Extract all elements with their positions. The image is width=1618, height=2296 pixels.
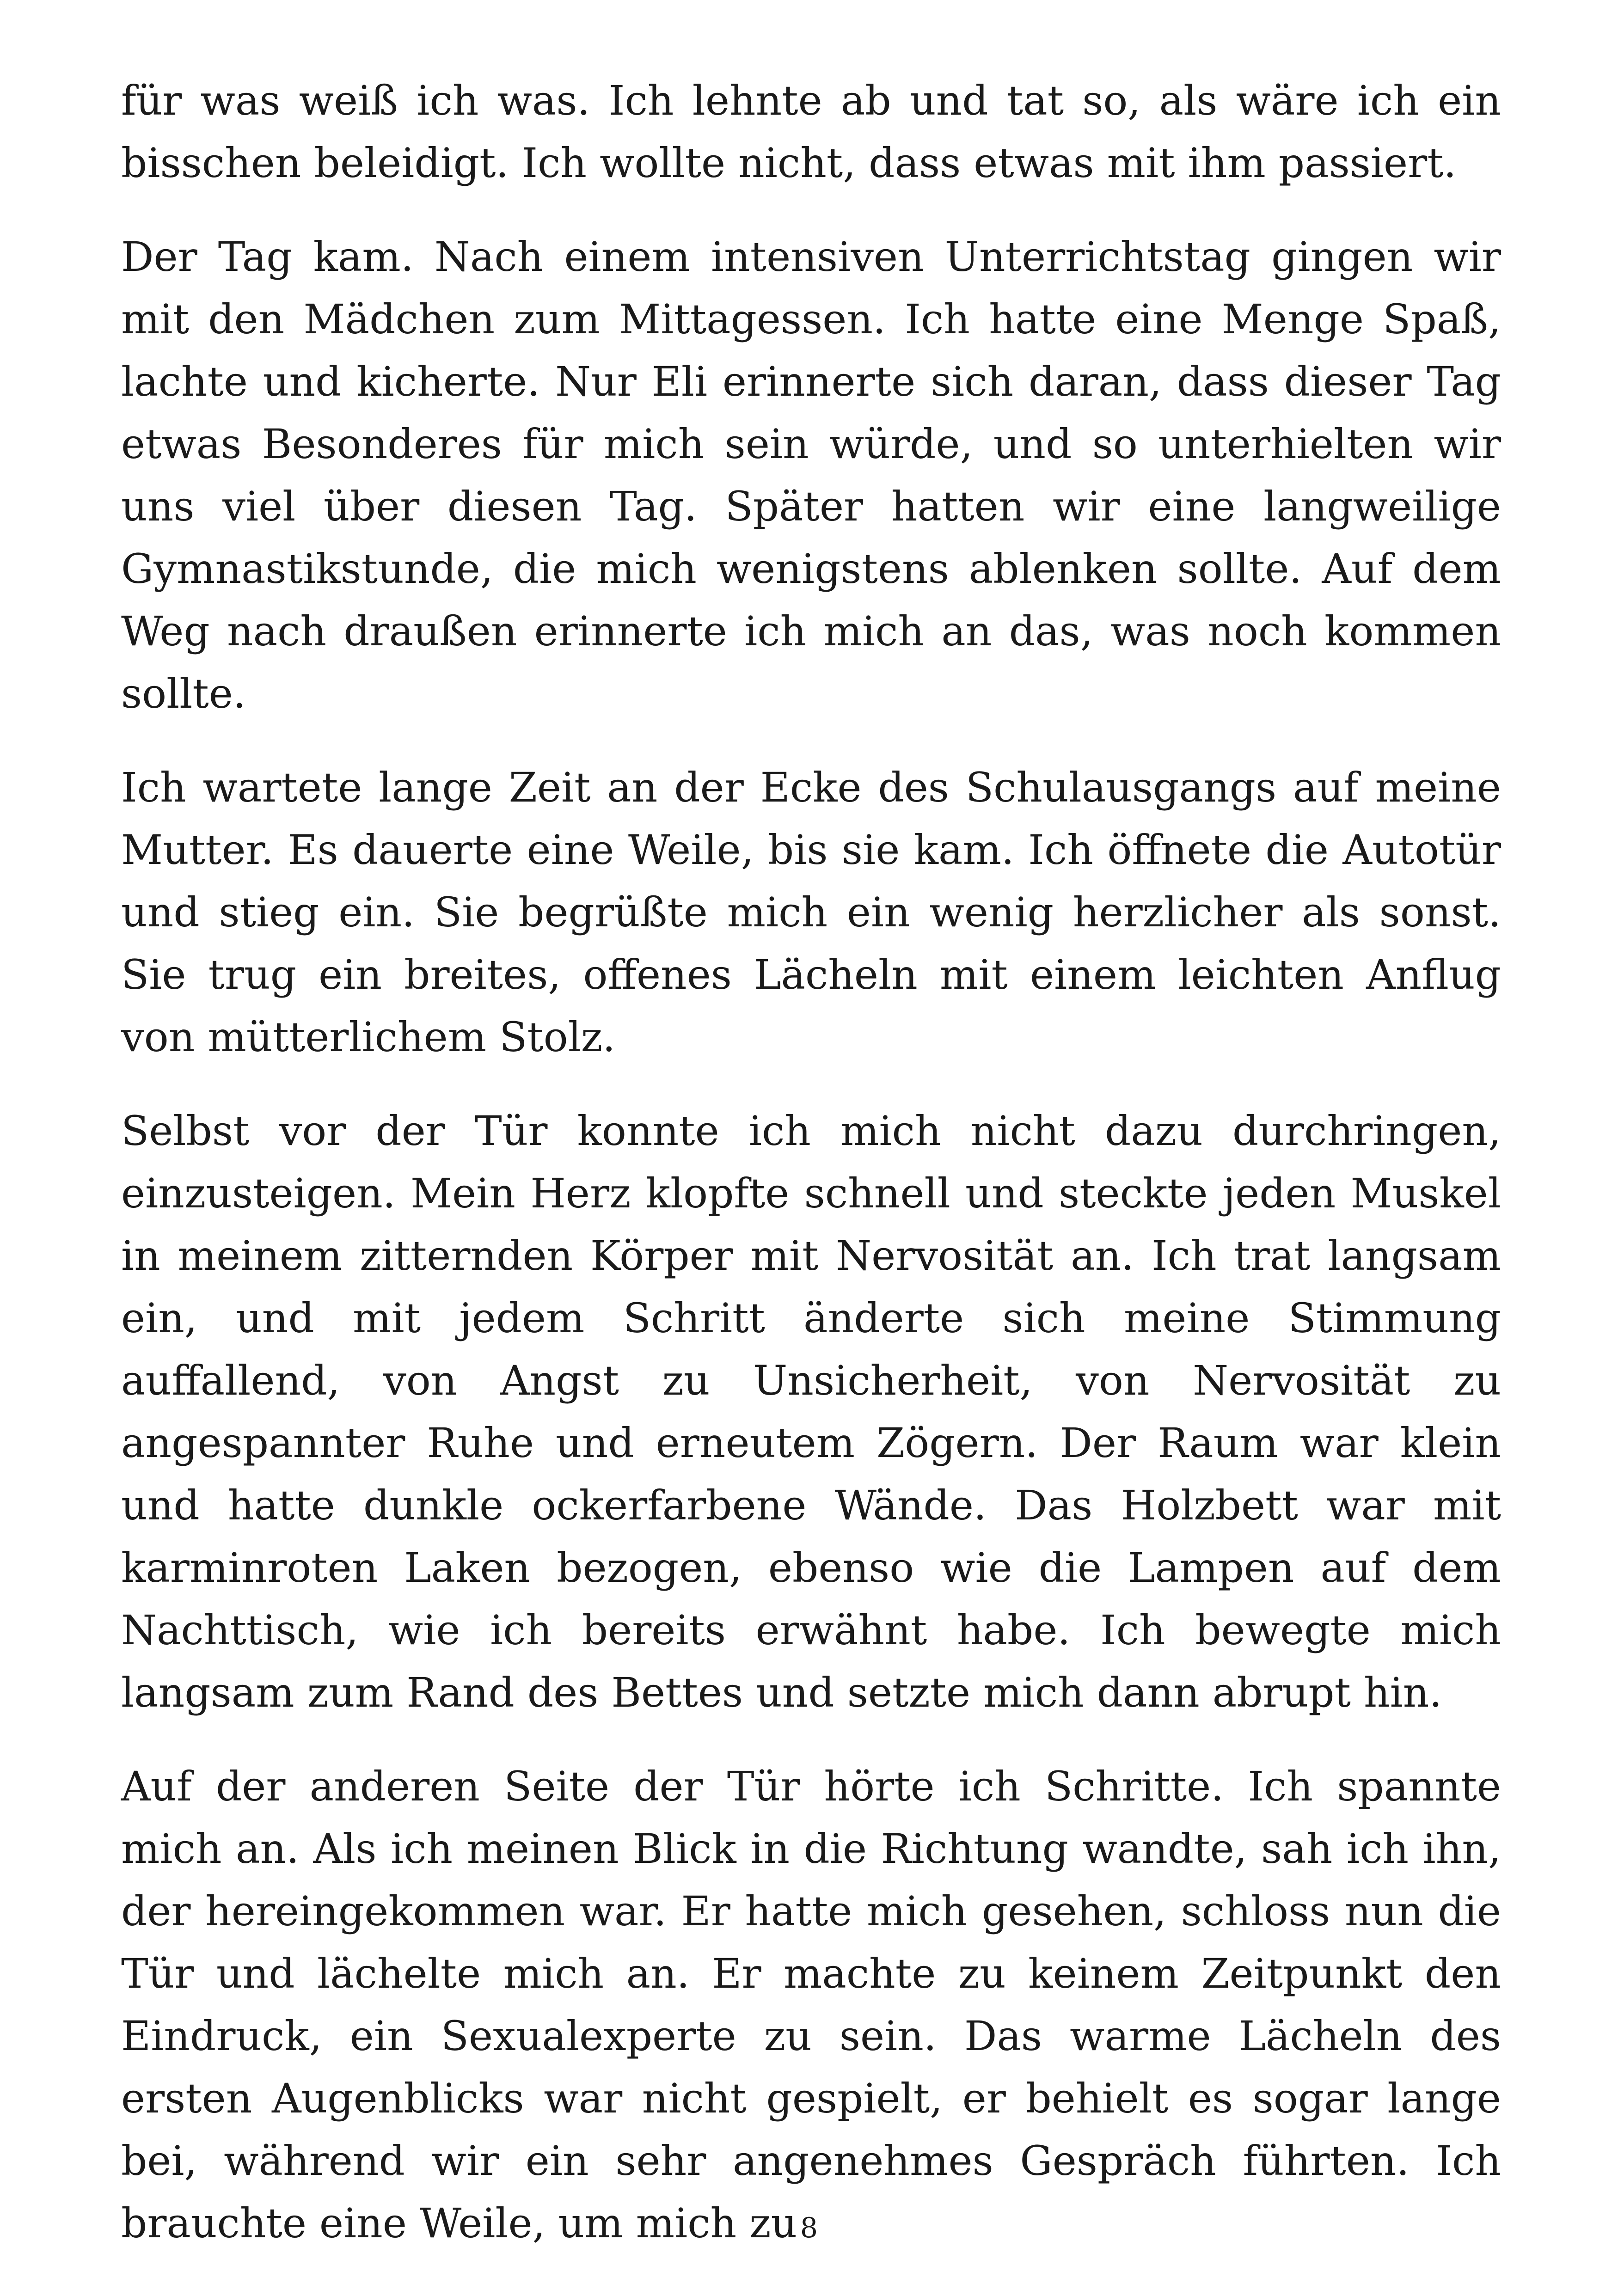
paragraph: Ich wartete lange Zeit an der Ecke des Schulausgangs auf meine Mutter. Es dauerte eine Weile, bis sie kam. Ich öffnete die Autotür und stieg ein. Sie begrüßte mich ein wenig herzlicher als sonst. Sie trug ein breites, offenes Lächeln mit einem leichten Anflug von mütterlichem Stolz. [121,764,1501,1061]
paragraph: für was weiß ich was. Ich lehnte ab und tat so, als wäre ich ein bisschen beleidigt. Ich wollte nicht, dass etwas mit ihm passiert. [121,77,1501,187]
paragraph: Selbst vor der Tür konnte ich mich nicht dazu durchringen, einzusteigen. Mein Herz klopfte schnell und steckte jeden Muskel in meinem zitternden Körper mit Nervosität an. Ich trat langsam ein, und mit jedem Schritt änderte sich meine Stimmung auffallend, von Angst zu Unsicherheit, von Nervosität zu angespannter Ruhe und erneutem Zögern. Der Raum war klein und hatte dunkle ockerfarbene Wände. Das Holzbett war mit karminroten Laken bezogen, ebenso wie die Lampen auf dem Nachttisch, wie ich bereits erwähnt habe. Ich bewegte mich langsam zum Rand des Bettes und setzte mich dann abrupt hin. [121,1107,1501,1716]
body-text [121,69,1501,2254]
page-number: 8 [800,2212,818,2244]
paragraph: Der Tag kam. Nach einem intensiven Unterrichtstag gingen wir mit den Mädchen zum Mittagessen. Ich hatte eine Menge Spaß, lachte und kicherte. Nur Eli erinnerte sich daran, dass dieser Tag etwas Besonderes für mich sein würde, und so unterhielten wir uns viel über diesen Tag. Später hatten wir eine langweilige Gymnastikstunde, die mich wenigstens ablenken sollte. Auf dem Weg nach draußen erinnerte ich mich an das, was noch kommen sollte. [121,233,1501,717]
paragraph: Auf der anderen Seite der Tür hörte ich Schritte. Ich spannte mich an. Als ich meinen Blick in die Richtung wandte, sah ich ihn, der hereingekommen war. Er hatte mich gesehen, schloss nun die Tür und lächelte mich an. Er machte zu keinem Zeitpunkt den Eindruck, ein Sexualexperte zu sein. Das warme Lächeln des ersten Augenblicks war nicht gespielt, er behielt es sogar lange bei, während wir ein sehr angenehmes Gespräch führten. Ich brauchte eine Weile, um mich zu [121,1763,1501,2247]
